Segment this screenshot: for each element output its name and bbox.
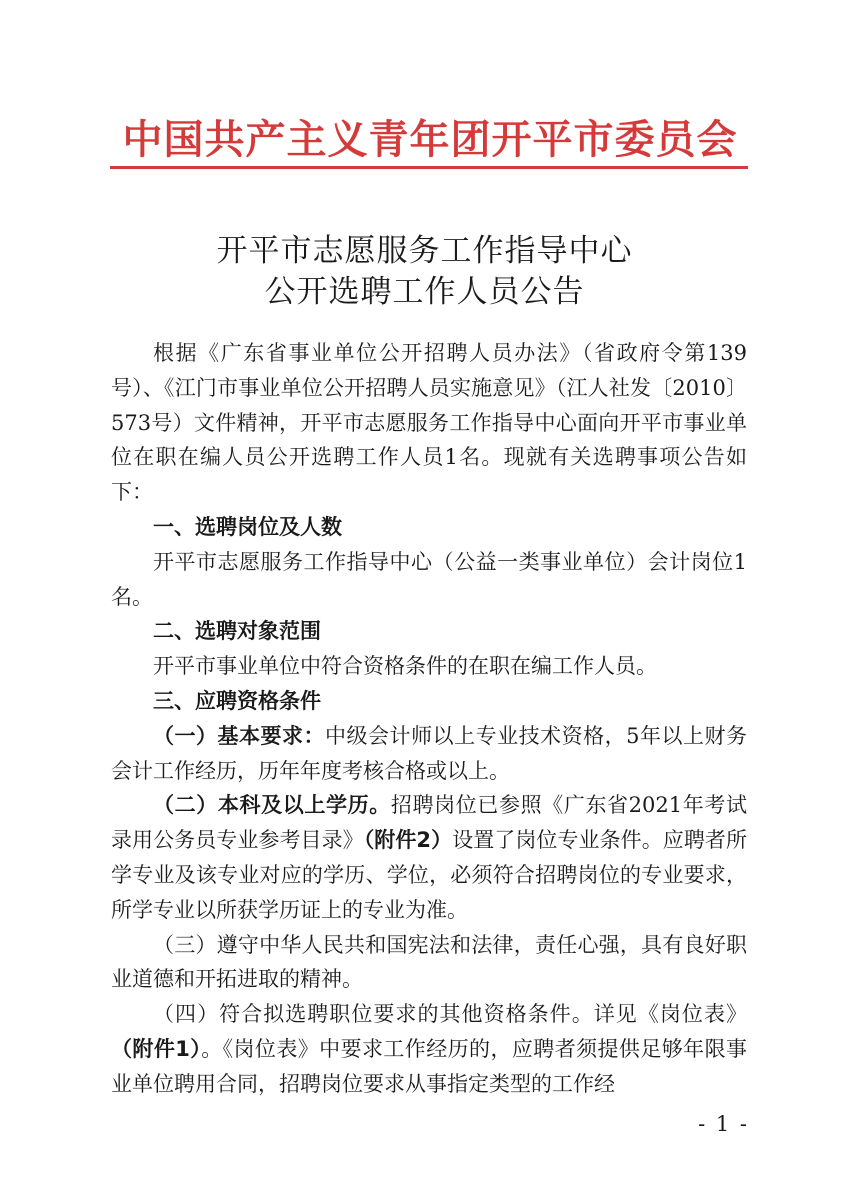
item2-paragraph bbox=[111, 788, 747, 927]
letterhead-red-rule bbox=[110, 166, 748, 169]
item2-lead-b: （附件2） bbox=[363, 828, 453, 853]
item2-text-b: 设置了岗位专业条件。应聘者所学专业及该专业对应的学历、学位，必须符合招聘岗位的专业要求，所学专业以所获学历证上的专业为准。 bbox=[111, 828, 747, 922]
section2-heading: 二、选聘对象范围 bbox=[153, 619, 321, 644]
org-letterhead-title: 中国共产主义青年团开平市委员会 bbox=[122, 116, 738, 163]
item2-lead: （二）本科及以上学历。 bbox=[153, 793, 391, 818]
page-number: - 1 - bbox=[698, 1112, 749, 1136]
document-body bbox=[111, 336, 747, 1102]
item1-paragraph bbox=[111, 719, 747, 789]
item2-text-a: 招聘岗位已参照《广东省2021年考试录用公务员专业参考目录》 bbox=[111, 793, 747, 853]
section2-paragraph: 开平市事业单位中符合资格条件的在职在编工作人员。 bbox=[153, 654, 657, 679]
document-title-line1: 开平市志愿服务工作指导中心 bbox=[216, 233, 633, 269]
section3-heading: 三、应聘资格条件 bbox=[153, 688, 321, 713]
item1-lead: （一）基本要求： bbox=[153, 723, 326, 748]
item4-text-a: （四）符合拟选聘职位要求的其他资格条件。详见《岗位表》 bbox=[153, 1002, 747, 1027]
item4-lead-b: （附件1） bbox=[111, 1036, 202, 1061]
item4-text-b: 。《岗位表》中要求工作经历的，应聘者须提供足够年限事业单位聘用合同，招聘岗位要求从事指定类型的工作经 bbox=[111, 1036, 747, 1096]
section1-heading: 一、选聘岗位及人数 bbox=[153, 514, 342, 539]
intro-paragraph: 根据《广东省事业单位公开招聘人员办法》（省政府令第139号）、《江门市事业单位公开招聘人员实施意见》（江人社发〔2010〕573号）文件精神，开平市志愿服务工作指导中心面向开平市事业单位在职在编人员公开选聘工作人员1名。现就有关选聘事项公告如下： bbox=[111, 341, 747, 505]
item3-paragraph: （三）遵守中华人民共和国宪法和法律，责任心强，具有良好职业道德和开拓进取的精神。 bbox=[111, 932, 747, 992]
document-title-line2: 公开选聘工作人员公告 bbox=[264, 274, 585, 310]
section1-paragraph: 开平市志愿服务工作指导中心（公益一类事业单位）会计岗位1名。 bbox=[111, 549, 747, 609]
item4-paragraph bbox=[111, 997, 747, 1101]
item1-text: 中级会计师以上专业技术资格，5年以上财务会计工作经历，历年年度考核合格或以上。 bbox=[111, 723, 748, 783]
